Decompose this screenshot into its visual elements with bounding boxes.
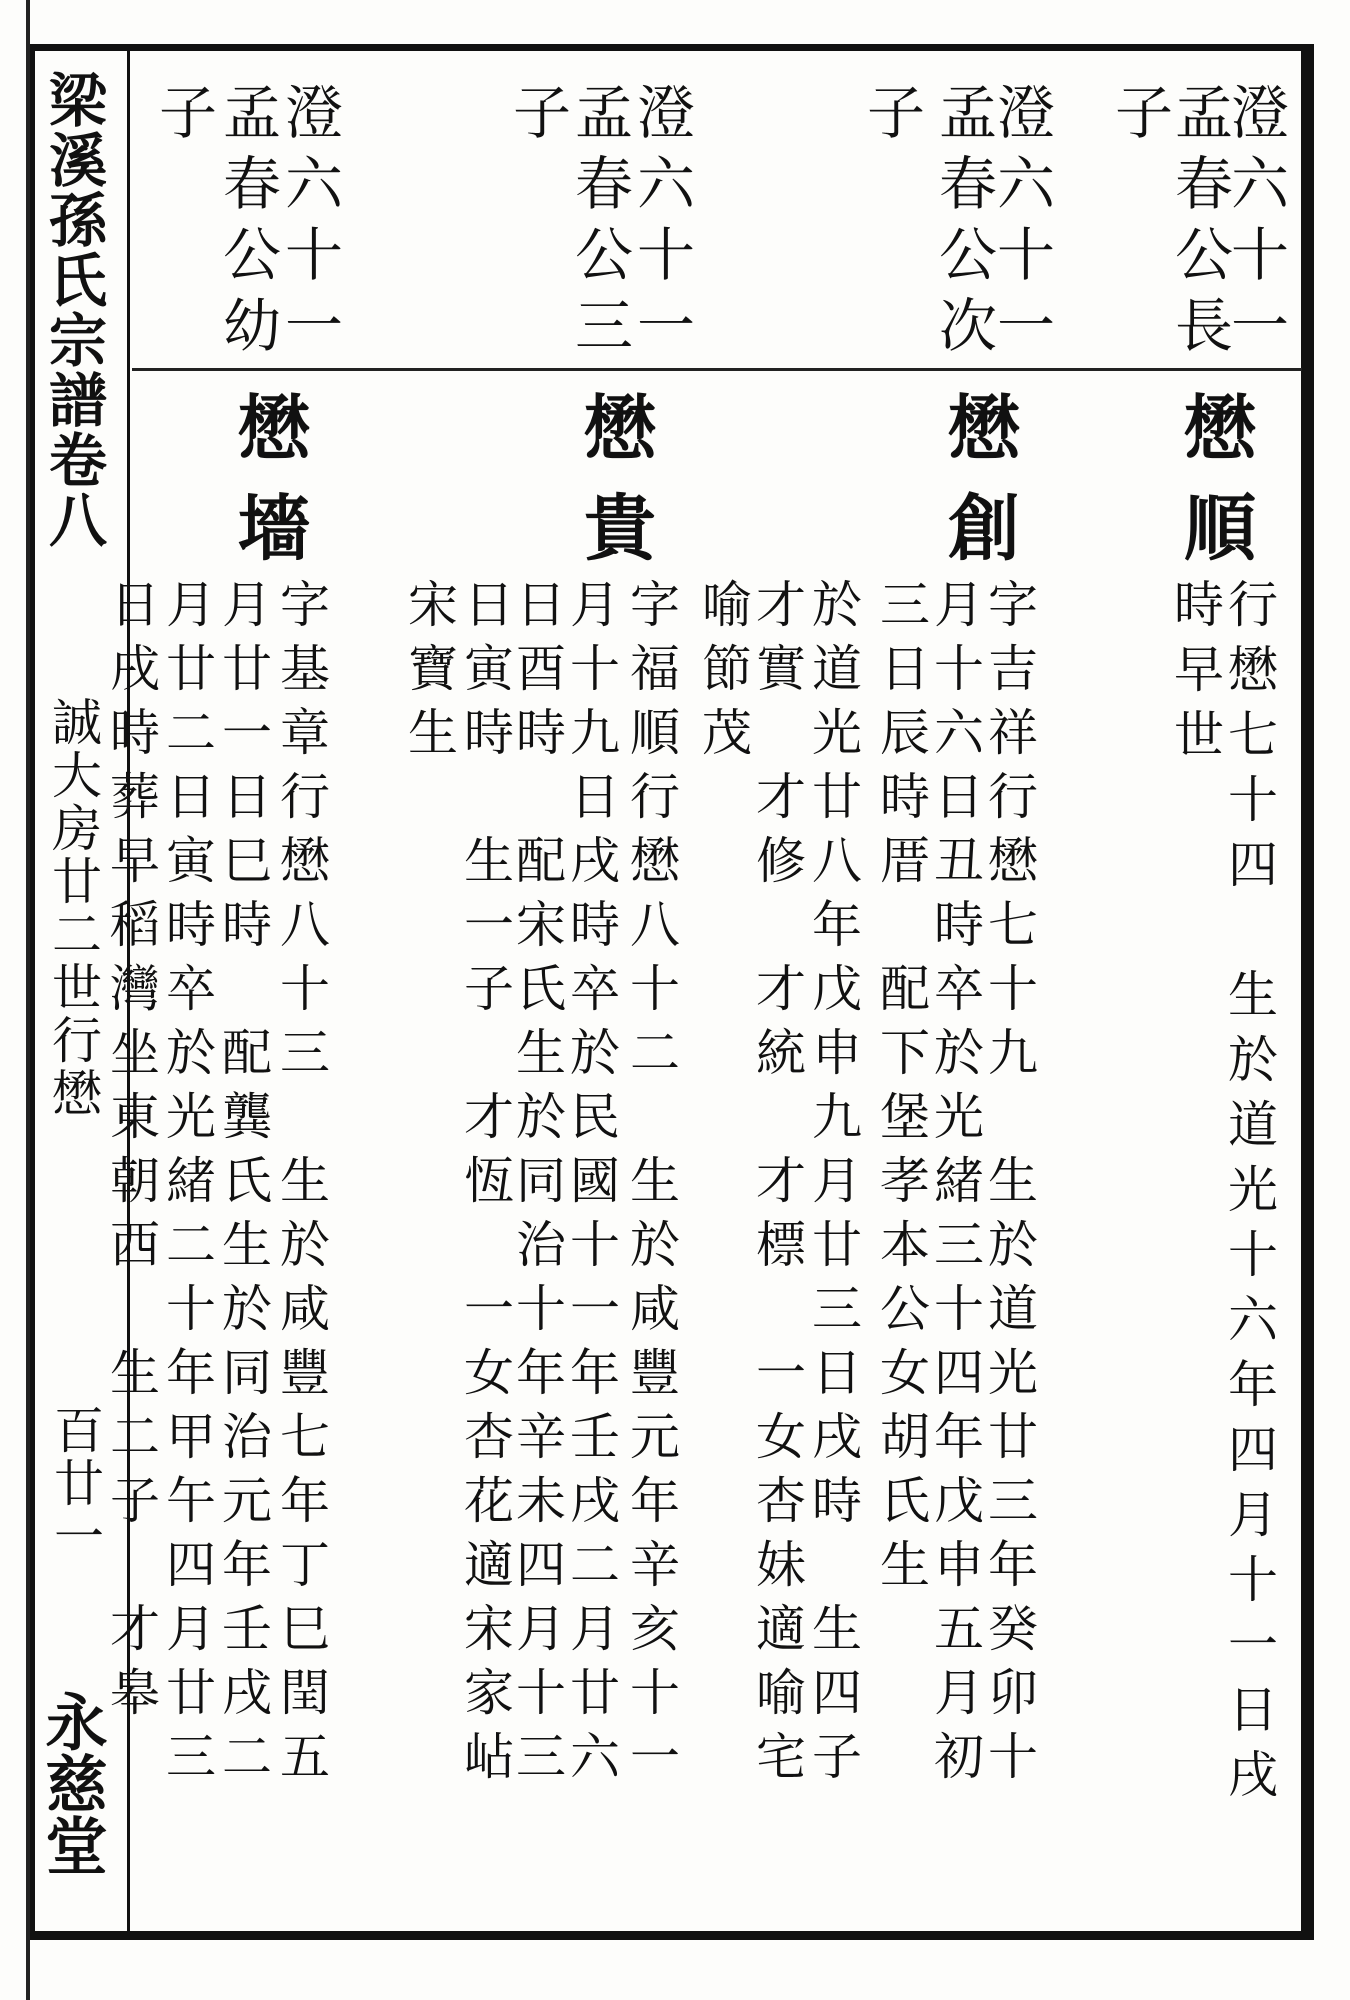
entry-4-parent-line-1: 澄六十一: [275, 82, 343, 366]
entry-3-text-line-5: 宋寶生: [400, 578, 458, 770]
entry-1-name: 懋順: [1172, 390, 1257, 590]
entry-4-text-line-2: 月廿一日巳時 配龔氏生於同治元年壬戌二: [214, 578, 272, 1794]
entry-2-text-line-5: 才實 才修 才統 才標 一女杏妹適喻宅: [748, 578, 806, 1794]
register-divider: [132, 368, 1302, 371]
entry-2-text-line-2: 月十六日丑時卒於光緒三十四年戊申五月初: [926, 578, 984, 1794]
entry-3-name: 懋貴: [572, 390, 657, 590]
genealogy-title: 梁溪孫氏宗譜卷八: [39, 70, 107, 550]
entry-2-name: 懋創: [936, 390, 1021, 590]
entry-3-text-line-4: 日寅時 生一子 才恆 一女杏花適宋家岾: [456, 578, 514, 1794]
entry-3-text-line-1: 字福順行懋八十二 生於咸豐元年辛亥十一: [622, 578, 680, 1794]
entry-2-parent-line-2: 孟春公次: [929, 82, 997, 366]
entry-2-text-line-6: 喻節茂: [694, 578, 752, 770]
entry-2-text-line-1: 字吉祥行懋七十九 生於道光廿三年癸卯十: [980, 578, 1038, 1794]
entry-4-parent-line-3: 子: [149, 82, 217, 153]
entry-4-name: 懋墻: [226, 390, 311, 590]
entry-3-parent-line-1: 澄六十一: [627, 82, 695, 366]
entry-2-text-line-3: 三日辰時厝 配下堡孝本公女胡氏生: [872, 578, 930, 1602]
entry-2-parent-line-3: 子: [857, 82, 925, 153]
entry-2-text-line-4: 於道光廿八年戊申九月廿三日戌時 生四子: [804, 578, 862, 1794]
entry-1-text-line-2: 時早世: [1166, 578, 1224, 773]
entry-1-parent-line-1: 澄六十一: [1221, 82, 1289, 366]
entry-1-text-line-1: 行懋七十四 生於道光十六年四月十一日戌: [1220, 578, 1278, 1813]
entry-4-text-line-4: 日戌時葬早稻灣坐東朝西 生二子 才皋: [102, 578, 160, 1730]
page-number: 百廿一: [46, 1404, 104, 1563]
entry-3-parent-line-3: 子: [503, 82, 571, 153]
branch-subtitle: 誠大房廿二世行懋: [44, 696, 102, 1120]
entry-1-parent-line-3: 子: [1105, 82, 1173, 153]
entry-1-parent-line-2: 孟春公長: [1165, 82, 1233, 366]
entry-3-text-line-2: 月十九日戌時卒於民國十一年壬戌二月廿六: [562, 578, 620, 1794]
entry-4-text-line-3: 月廿二日寅時卒於光緒二十年甲午四月廿三: [158, 578, 216, 1794]
entry-3-text-line-3: 日酉時 配宋氏生於同治十年辛未四月十三: [508, 578, 566, 1794]
hall-name: 永慈堂: [35, 1690, 108, 1876]
entry-4-parent-line-2: 孟春公幼: [213, 82, 281, 366]
entry-2-parent-line-1: 澄六十一: [987, 82, 1055, 366]
entry-3-parent-line-2: 孟春公三: [565, 82, 633, 366]
entry-4-text-line-1: 字基章行懋八十三 生於咸豐七年丁巳閏五: [272, 578, 330, 1794]
